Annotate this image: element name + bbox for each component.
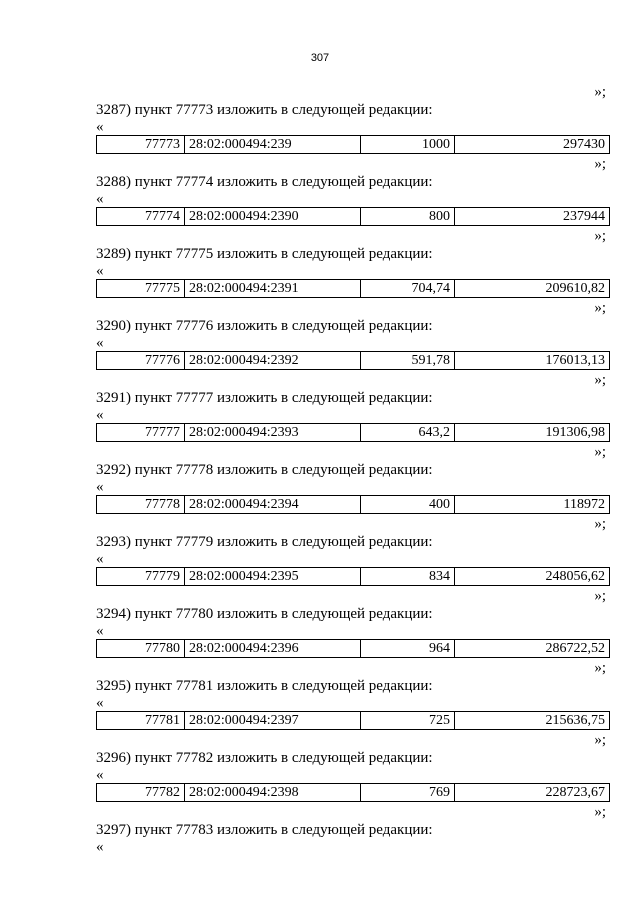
opening-quote: « <box>96 407 104 423</box>
opening-quote: « <box>96 191 104 207</box>
cadastral-number-cell: 28:02:000494:2390 <box>185 208 361 225</box>
area-cell: 643,2 <box>361 424 455 441</box>
area-cell: 725 <box>361 712 455 729</box>
item-number-cell: 77781 <box>97 712 185 729</box>
closing-quote: »; <box>594 516 606 532</box>
closing-quote: »; <box>594 300 606 316</box>
opening-quote: « <box>96 767 104 783</box>
closing-quote: »; <box>594 372 606 388</box>
amendment-instruction: 3291) пункт 77777 изложить в следующей редакции: <box>96 390 433 406</box>
amendment-list <box>96 83 610 802</box>
amendment-instruction: 3296) пункт 77782 изложить в следующей редакции: <box>96 750 433 766</box>
cadastral-number-cell: 28:02:000494:239 <box>185 136 361 153</box>
closing-quote: »; <box>594 84 606 100</box>
item-number-cell: 77776 <box>97 352 185 369</box>
area-cell: 400 <box>361 496 455 513</box>
value-cell: 176013,13 <box>545 353 605 368</box>
opening-quote: « <box>96 839 104 855</box>
table-row <box>96 567 610 586</box>
value-cell: 118972 <box>563 497 605 512</box>
opening-quote: « <box>96 263 104 279</box>
closing-quote: »; <box>594 156 606 172</box>
area-cell: 1000 <box>361 136 455 153</box>
item-number-cell: 77775 <box>97 280 185 297</box>
amendment-instruction: 3295) пункт 77781 изложить в следующей редакции: <box>96 678 433 694</box>
value-cell: 209610,82 <box>545 281 605 296</box>
page-number: 307 <box>310 52 330 64</box>
amendment-instruction: 3293) пункт 77779 изложить в следующей редакции: <box>96 534 433 550</box>
area-cell: 964 <box>361 640 455 657</box>
closing-quote: »; <box>594 660 606 676</box>
cadastral-number-cell: 28:02:000494:2392 <box>185 352 361 369</box>
cadastral-number-cell: 28:02:000494:2398 <box>185 784 361 801</box>
value-cell: 297430 <box>563 137 605 152</box>
amendment-instruction: 3294) пункт 77780 изложить в следующей редакции: <box>96 606 433 622</box>
amendment-instruction: 3288) пункт 77774 изложить в следующей редакции: <box>96 174 433 190</box>
amendment-instruction: 3297) пункт 77783 изложить в следующей редакции: <box>96 822 433 838</box>
opening-quote: « <box>96 119 104 135</box>
table-row <box>96 423 610 442</box>
item-number-cell: 77777 <box>97 424 185 441</box>
opening-quote: « <box>96 695 104 711</box>
item-number-cell: 77778 <box>97 496 185 513</box>
cadastral-number-cell: 28:02:000494:2396 <box>185 640 361 657</box>
amendment-instruction: 3289) пункт 77775 изложить в следующей редакции: <box>96 246 433 262</box>
amendment-instruction: 3287) пункт 77773 изложить в следующей редакции: <box>96 102 433 118</box>
cadastral-number-cell: 28:02:000494:2393 <box>185 424 361 441</box>
amendment-instruction: 3290) пункт 77776 изложить в следующей редакции: <box>96 318 433 334</box>
area-cell: 591,78 <box>361 352 455 369</box>
value-cell: 286722,52 <box>545 641 605 656</box>
table-row <box>96 639 610 658</box>
value-cell: 237944 <box>563 209 605 224</box>
table-row <box>96 711 610 730</box>
cadastral-number-cell: 28:02:000494:2391 <box>185 280 361 297</box>
amendment-instruction: 3292) пункт 77778 изложить в следующей редакции: <box>96 462 433 478</box>
area-cell: 769 <box>361 784 455 801</box>
area-cell: 800 <box>361 208 455 225</box>
value-cell: 191306,98 <box>545 425 605 440</box>
closing-quote: »; <box>594 588 606 604</box>
document-body <box>96 83 610 855</box>
value-cell: 228723,67 <box>545 785 605 800</box>
table-row <box>96 207 610 226</box>
value-cell: 248056,62 <box>545 569 605 584</box>
closing-quote: »; <box>594 228 606 244</box>
table-row <box>96 351 610 370</box>
item-number-cell: 77774 <box>97 208 185 225</box>
opening-quote: « <box>96 479 104 495</box>
opening-quote: « <box>96 551 104 567</box>
cadastral-number-cell: 28:02:000494:2395 <box>185 568 361 585</box>
table-row <box>96 783 610 802</box>
item-number-cell: 77773 <box>97 136 185 153</box>
closing-quote: »; <box>594 804 606 820</box>
table-row <box>96 279 610 298</box>
closing-quote: »; <box>594 444 606 460</box>
item-number-cell: 77779 <box>97 568 185 585</box>
cadastral-number-cell: 28:02:000494:2397 <box>185 712 361 729</box>
table-row <box>96 495 610 514</box>
area-cell: 834 <box>361 568 455 585</box>
area-cell: 704,74 <box>361 280 455 297</box>
cadastral-number-cell: 28:02:000494:2394 <box>185 496 361 513</box>
opening-quote: « <box>96 623 104 639</box>
closing-quote: »; <box>594 732 606 748</box>
table-row <box>96 135 610 154</box>
opening-quote: « <box>96 335 104 351</box>
item-number-cell: 77780 <box>97 640 185 657</box>
value-cell: 215636,75 <box>545 713 605 728</box>
item-number-cell: 77782 <box>97 784 185 801</box>
